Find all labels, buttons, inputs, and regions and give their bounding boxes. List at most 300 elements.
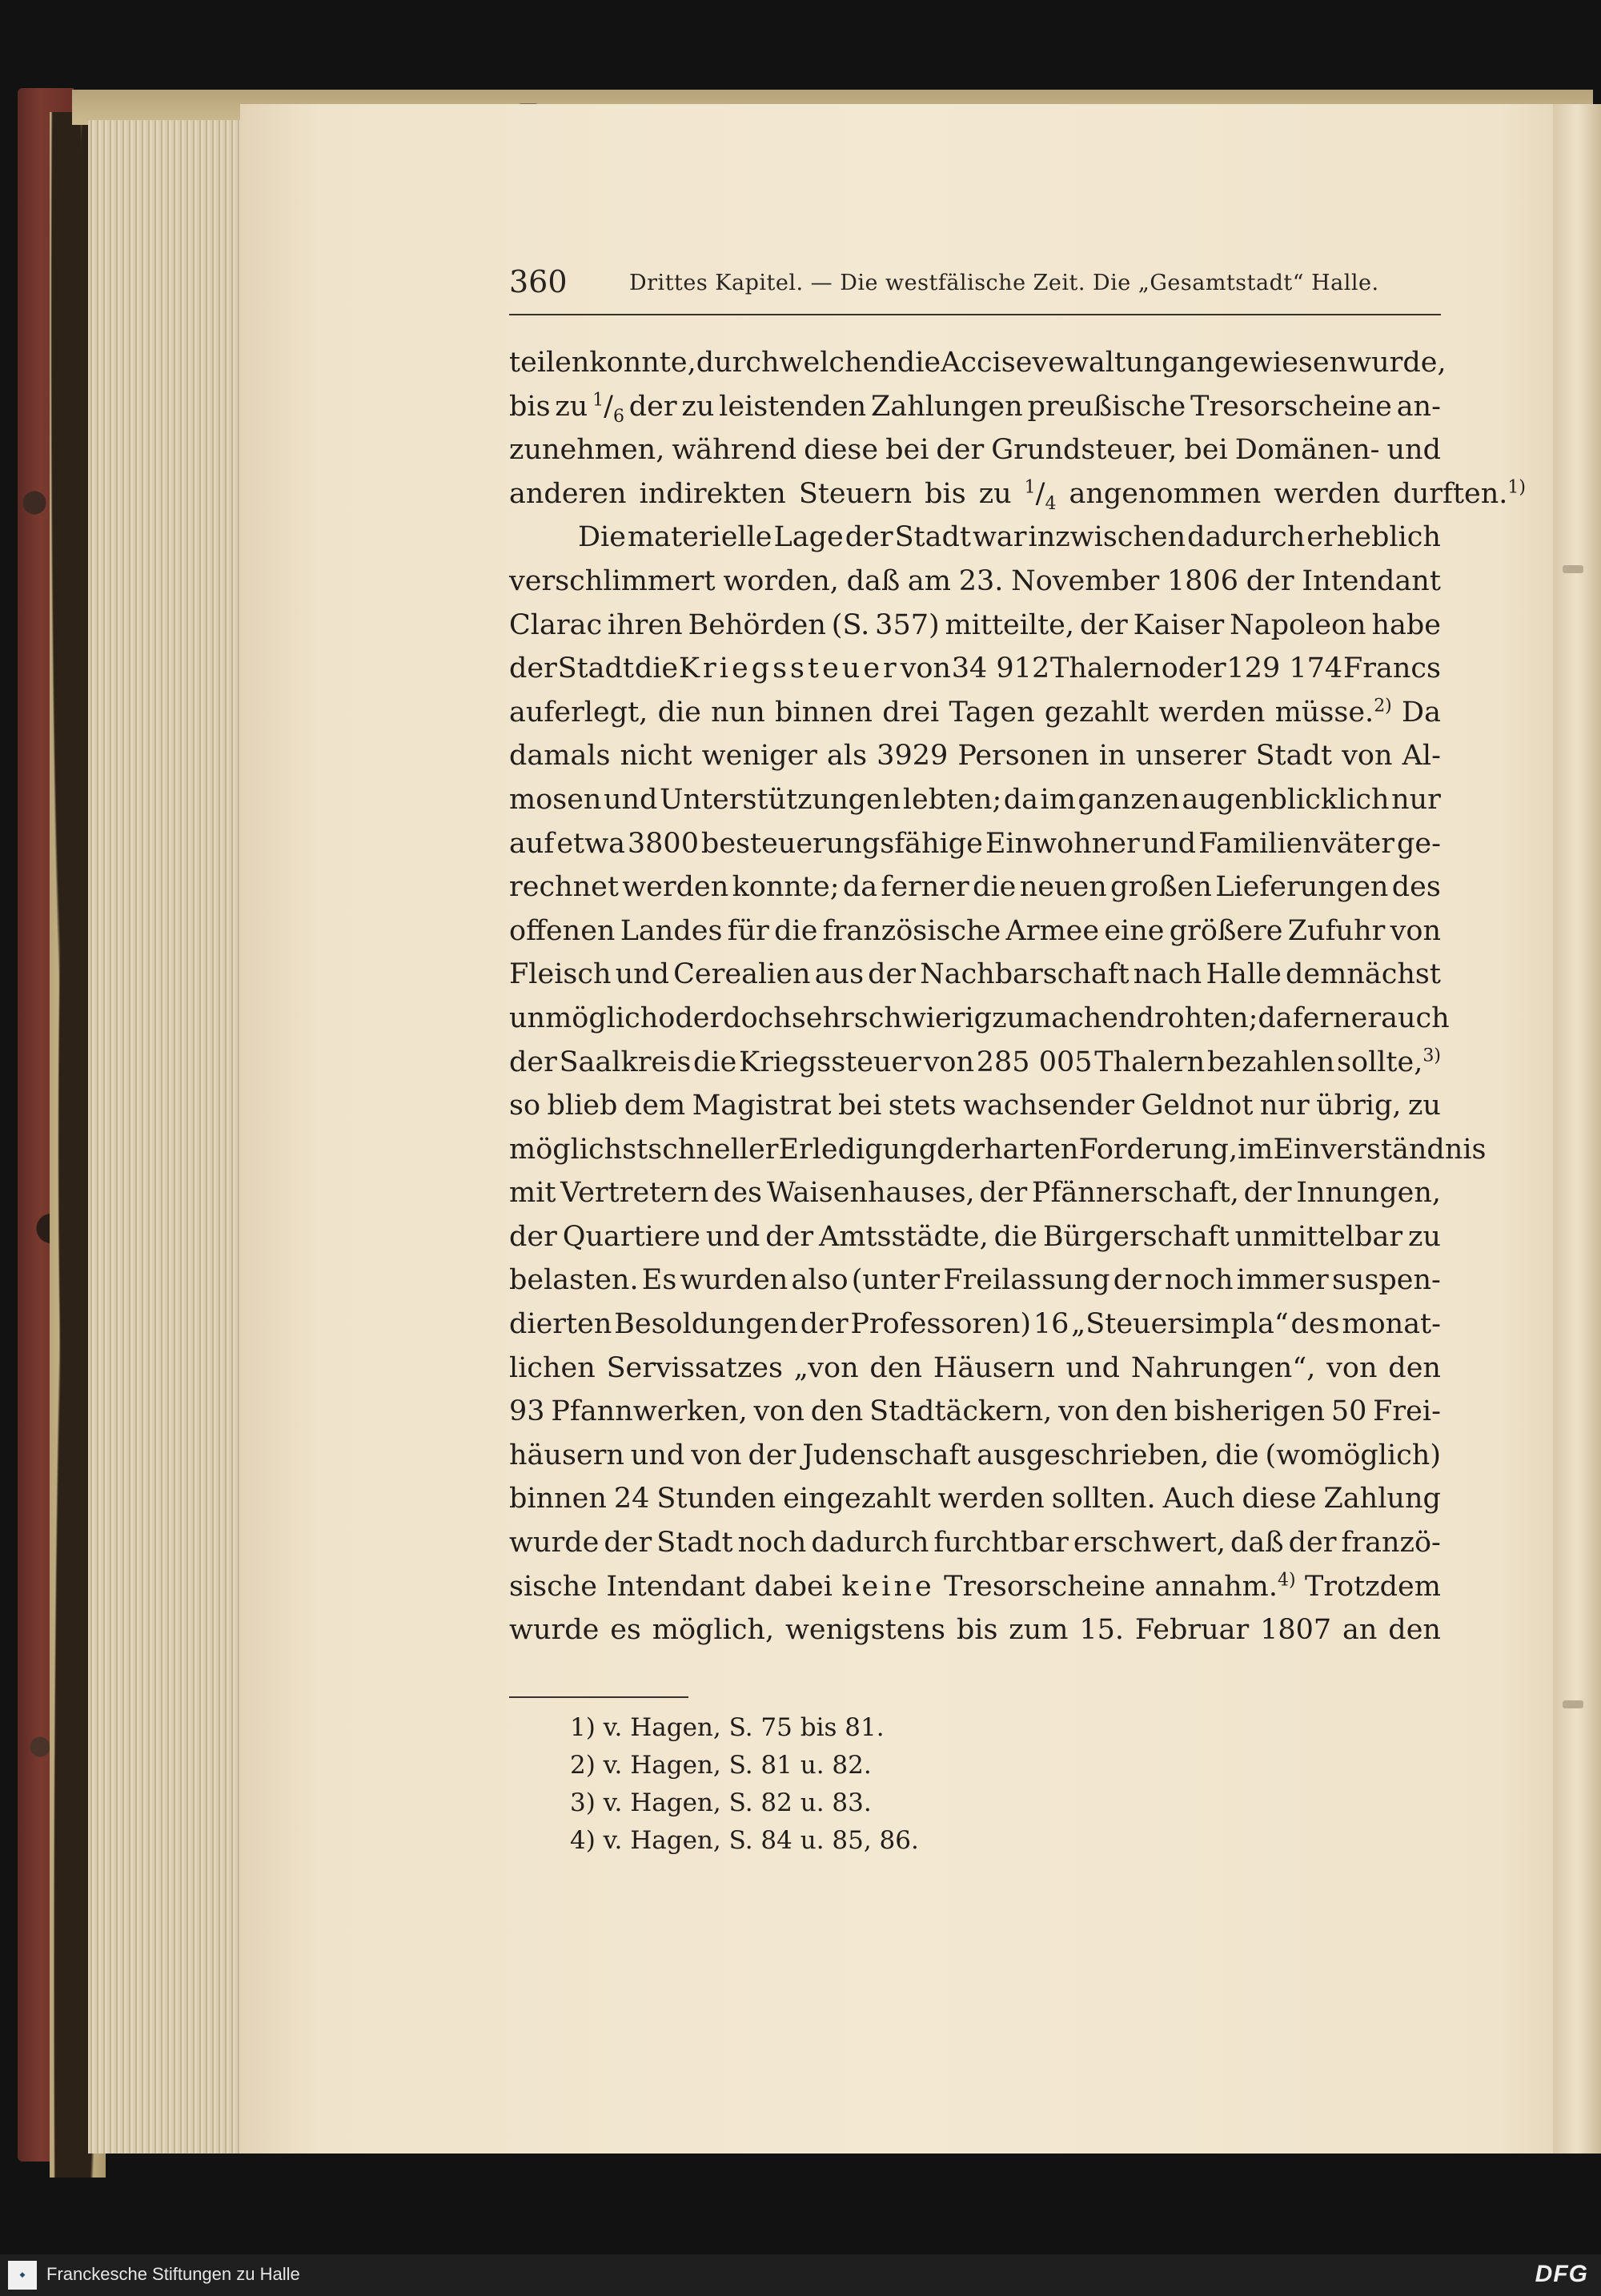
word: 1807 — [1260, 1614, 1332, 1647]
word: die — [1215, 1439, 1259, 1471]
word: Quartiere — [562, 1220, 700, 1253]
word: Kaiser — [1133, 608, 1225, 641]
word: bei — [1184, 434, 1228, 467]
word: Zahlungen — [871, 390, 1023, 423]
word: ferner — [881, 871, 969, 904]
word: verschlimmert — [509, 564, 716, 597]
word: wurde, — [1347, 347, 1447, 379]
word: lichen — [509, 1351, 596, 1384]
word: wurde — [509, 1527, 600, 1559]
text-line — [509, 822, 1441, 866]
word: erschwert, — [1073, 1527, 1226, 1559]
word: zu — [1407, 1090, 1441, 1122]
word: drohten; — [1136, 1001, 1258, 1034]
word: Forderung, — [1078, 1133, 1238, 1166]
word: der — [979, 1177, 1028, 1210]
word: Thalern — [1050, 652, 1161, 685]
footnote: 1) v. Hagen, S. 75 bis 81. — [570, 1713, 885, 1742]
word: November — [1011, 564, 1160, 597]
word: Pfannwerken, — [551, 1395, 748, 1428]
word: Halle — [1206, 958, 1282, 991]
facing-page-edge — [1553, 104, 1601, 2154]
word: inzwischen — [1028, 521, 1186, 554]
word: müsse.$^{2)}$ — [1274, 696, 1392, 729]
text-line — [509, 909, 1441, 953]
word: dadurch — [1187, 521, 1306, 554]
word: da — [842, 871, 878, 904]
word: da — [1258, 1001, 1293, 1034]
word: zu — [978, 477, 1012, 510]
page-clip-top — [1563, 565, 1583, 573]
word: Einverständnis — [1273, 1133, 1487, 1166]
word: noch — [737, 1527, 807, 1559]
word: Tresorscheine — [944, 1570, 1146, 1603]
word: des — [1391, 871, 1441, 904]
word: $^1/_6$ — [592, 389, 624, 427]
text-line — [509, 560, 1441, 604]
word: anderen — [509, 477, 627, 510]
word: da — [1003, 783, 1039, 816]
word: bisherigen — [1174, 1395, 1326, 1428]
word: der — [628, 390, 677, 423]
word: 16 — [1033, 1308, 1069, 1341]
word: und — [1065, 1351, 1121, 1384]
word: monat- — [1342, 1308, 1441, 1341]
text-line — [509, 1084, 1441, 1128]
word: Behörden — [688, 608, 826, 641]
word: dabei — [754, 1570, 833, 1603]
word: so — [509, 1090, 541, 1122]
word: Stadt — [656, 1527, 733, 1559]
word: der — [1288, 1527, 1337, 1559]
word: 129 174 — [1226, 652, 1343, 685]
text-line — [509, 428, 1441, 472]
word: sollte,$^{3)}$ — [1337, 1045, 1441, 1078]
word: furchtbar — [933, 1527, 1069, 1559]
word: Fleisch — [509, 958, 612, 991]
word: französische — [822, 914, 1001, 947]
text-line — [509, 1128, 1487, 1172]
word: und — [603, 783, 658, 816]
word: Al- — [1402, 740, 1441, 773]
word: Häusern — [933, 1351, 1055, 1384]
word: 285 005 — [976, 1046, 1093, 1078]
word: die — [657, 696, 701, 729]
word: Vertretern — [560, 1177, 709, 1210]
text-line — [509, 1171, 1441, 1215]
word: 50 — [1330, 1395, 1367, 1428]
word: der — [509, 1046, 557, 1078]
text-line — [509, 1258, 1441, 1303]
word: der — [1243, 1177, 1292, 1210]
word: größere — [1169, 914, 1283, 947]
word: Kriegssteuer — [678, 652, 900, 685]
word: Amtsstädte, — [819, 1220, 989, 1253]
word: Geldnot — [1141, 1090, 1254, 1122]
word: werden — [1274, 477, 1381, 510]
text-line — [509, 865, 1441, 909]
word: Zahlung — [1323, 1483, 1441, 1515]
word: Francs — [1342, 652, 1441, 685]
word: wurde — [509, 1614, 600, 1647]
word: Die — [578, 521, 626, 554]
word: also — [791, 1264, 849, 1297]
word: 357) — [875, 608, 940, 641]
word: bezahlen — [1206, 1046, 1335, 1078]
word: ihren — [607, 608, 683, 641]
word: den — [869, 1351, 923, 1384]
word: diese — [804, 434, 879, 467]
word: Intendant — [606, 1570, 745, 1603]
word: Es — [641, 1264, 677, 1297]
word: möglichst — [509, 1133, 648, 1166]
text-line — [509, 1477, 1441, 1521]
word: gezahlt — [1044, 696, 1150, 729]
word: etwa — [556, 827, 625, 860]
word: in — [1098, 740, 1126, 773]
word: drei — [882, 696, 940, 729]
word: $^1/_4$ — [1024, 477, 1057, 514]
word: Einwohner — [985, 827, 1140, 860]
text-line — [509, 997, 1450, 1041]
word: demnächst — [1286, 958, 1441, 991]
text-line — [509, 1434, 1441, 1478]
word: die — [993, 1220, 1037, 1253]
word: der — [1246, 564, 1294, 597]
word: die — [774, 914, 818, 947]
word: 93 — [509, 1395, 545, 1428]
word: nicht — [620, 740, 692, 773]
word: am — [907, 564, 951, 597]
word: sische — [509, 1570, 597, 1603]
word: dadurch — [811, 1527, 929, 1559]
word: Accisevewaltung — [941, 347, 1180, 379]
word: von — [1390, 914, 1441, 947]
word: werden — [1158, 696, 1266, 729]
running-head-title: Drittes Kapitel. — Die westfälische Zeit. Die „Gesamtstadt“ Halle. — [629, 271, 1379, 295]
word: Trotzdem — [1304, 1570, 1441, 1603]
text-line — [509, 953, 1441, 997]
word: und — [1386, 434, 1441, 467]
word: wachsender — [962, 1090, 1135, 1122]
word: Pfännerschaft, — [1031, 1177, 1239, 1210]
word: der — [936, 434, 985, 467]
word: Intendant — [1302, 564, 1441, 597]
word: zu — [1407, 1220, 1441, 1253]
word: „von — [793, 1351, 859, 1384]
word: leistenden — [719, 390, 867, 423]
word: durften.$^{1)}$ — [1393, 477, 1526, 510]
word: noch — [1164, 1264, 1234, 1297]
word: Clarac — [509, 608, 603, 641]
word: Auch — [1162, 1483, 1235, 1515]
word: häusern — [509, 1439, 624, 1471]
word: worden, — [723, 564, 839, 597]
word: zunehmen, — [509, 434, 665, 467]
word: den — [1388, 1614, 1441, 1647]
word: daß — [1230, 1527, 1284, 1559]
word: Innungen, — [1296, 1177, 1441, 1210]
word: der — [1079, 608, 1128, 641]
word: übrig, — [1316, 1090, 1402, 1122]
word: Cerealien — [673, 958, 811, 991]
word: doch — [723, 1001, 792, 1034]
word: blieb — [547, 1090, 618, 1122]
text-line — [509, 778, 1441, 822]
word: dem — [624, 1090, 686, 1122]
word: den — [810, 1395, 864, 1428]
word: eine — [1104, 914, 1165, 947]
word: Magistrat — [692, 1090, 832, 1122]
text-line — [509, 1608, 1441, 1652]
word: weniger — [701, 740, 817, 773]
word: besteuerungsfähige — [700, 827, 983, 860]
word: Personen — [957, 740, 1089, 773]
word: die — [897, 347, 941, 379]
word: diese — [1242, 1483, 1317, 1515]
institution-name: Franckesche Stiftungen zu Halle — [46, 2264, 300, 2284]
word: 1806 — [1167, 564, 1239, 597]
word: bis — [509, 390, 551, 423]
word: damals — [509, 740, 611, 773]
word: werden — [622, 871, 729, 904]
word: den — [1115, 1395, 1168, 1428]
word: binnen — [509, 1483, 607, 1515]
word: der — [509, 1220, 557, 1253]
word: die — [973, 871, 1017, 904]
word: an — [1342, 1614, 1378, 1647]
word: binnen — [775, 696, 873, 729]
header-rule — [509, 314, 1441, 315]
word: Steuern — [798, 477, 913, 510]
word: indirekten — [639, 477, 786, 510]
word: Unterstützungen — [659, 783, 901, 816]
word: großen — [1110, 871, 1212, 904]
word: der — [765, 1220, 814, 1253]
word: Stunden — [656, 1483, 776, 1515]
word: der — [845, 521, 893, 554]
word: durch — [696, 347, 780, 379]
word: teilen — [509, 347, 590, 379]
word: oder — [1161, 652, 1226, 685]
word: der — [509, 652, 557, 685]
word: zu — [555, 390, 588, 423]
text-line — [509, 1041, 1441, 1085]
word: Familienväter — [1198, 827, 1395, 860]
word: möglich, — [652, 1614, 775, 1647]
word: Tagen — [949, 696, 1035, 729]
word: Freilassung — [943, 1264, 1110, 1297]
word: auferlegt, — [509, 696, 648, 729]
word: der — [604, 1527, 652, 1559]
text-line — [509, 691, 1441, 735]
word: eingezahlt — [783, 1483, 931, 1515]
footnote: 2) v. Hagen, S. 81 u. 82. — [570, 1751, 872, 1780]
text-line — [509, 1215, 1441, 1259]
dfg-logo: DFG — [1535, 2261, 1588, 2287]
word: Waisenhauses, — [766, 1177, 975, 1210]
word: des — [712, 1177, 763, 1210]
word: Nahrungen“, — [1130, 1351, 1316, 1384]
word: der — [937, 1133, 985, 1166]
word: habe — [1371, 608, 1441, 641]
page-clip-bottom — [1563, 1700, 1583, 1708]
word: während — [672, 434, 797, 467]
word: von — [900, 652, 951, 685]
page-number: 360 — [509, 264, 568, 299]
text-line — [509, 1521, 1441, 1565]
word: harten — [984, 1133, 1079, 1166]
word: Stadtäckern, — [869, 1395, 1053, 1428]
word: Judenschaft — [802, 1439, 971, 1471]
word: und — [705, 1220, 760, 1253]
word: 23. — [958, 564, 1004, 597]
word: bei — [838, 1090, 882, 1122]
word: Februar — [1134, 1614, 1250, 1647]
word: neuen — [1019, 871, 1107, 904]
word: Stadt — [557, 652, 635, 685]
word: „Steuersimpla“ — [1071, 1308, 1289, 1341]
word: Professoren) — [850, 1308, 1032, 1341]
word: mit — [509, 1177, 556, 1210]
running-head — [509, 264, 1441, 304]
word: bis — [925, 477, 966, 510]
word: augenblicklich — [1182, 783, 1390, 816]
word: nun — [711, 696, 765, 729]
word: die — [693, 1046, 737, 1078]
word: die — [634, 652, 679, 685]
word: mosen — [509, 783, 602, 816]
word: Thalern — [1094, 1046, 1206, 1078]
word: Besoldungen — [614, 1308, 798, 1341]
footnote: 3) v. Hagen, S. 82 u. 83. — [570, 1788, 872, 1817]
word: zu — [992, 1001, 1025, 1034]
word: 3929 — [877, 740, 949, 773]
word: rechnet — [509, 871, 619, 904]
word: Servissatzes — [606, 1351, 783, 1384]
word: ge- — [1397, 827, 1441, 860]
word: annahm.$^{4)}$ — [1154, 1569, 1296, 1603]
word: an- — [1396, 390, 1441, 423]
word: Stadt — [894, 521, 971, 554]
word: Erledigung — [778, 1133, 937, 1166]
word: angenommen — [1069, 477, 1262, 510]
word: dierten — [509, 1308, 612, 1341]
text-line — [509, 516, 1441, 560]
word: nur — [1391, 783, 1441, 816]
word: Armee — [1005, 914, 1100, 947]
word: als — [827, 740, 868, 773]
word: materielle — [627, 521, 772, 554]
word: und — [630, 1439, 685, 1471]
text-line — [509, 1347, 1441, 1391]
word: es — [610, 1614, 641, 1647]
word: der — [1113, 1264, 1162, 1297]
text-line — [509, 1565, 1441, 1609]
word: Zufuhr — [1287, 914, 1386, 947]
word: bei — [885, 434, 929, 467]
word: unserer — [1135, 740, 1246, 773]
word: offenen — [509, 914, 616, 947]
footnotes — [570, 1709, 919, 1860]
word: für — [727, 914, 769, 947]
word: angewiesen — [1179, 347, 1348, 379]
word: zu — [681, 390, 715, 423]
word: nur — [1259, 1090, 1310, 1122]
text-line — [509, 472, 1526, 516]
word: Saalkreis — [559, 1046, 692, 1078]
word: und — [615, 958, 670, 991]
word: der — [800, 1308, 849, 1341]
institution-logo-icon: ◆ — [8, 2261, 37, 2290]
word: preußische — [1027, 390, 1186, 423]
word: (unter — [851, 1264, 941, 1297]
text-line — [509, 341, 1447, 385]
word: von — [923, 1046, 975, 1078]
word: von — [1326, 1351, 1378, 1384]
word: war — [972, 521, 1027, 554]
word: und — [1142, 827, 1197, 860]
word: schneller — [648, 1133, 779, 1166]
word: auch — [1381, 1001, 1450, 1034]
word: 24 — [613, 1483, 650, 1515]
word: werden — [937, 1483, 1045, 1515]
word: welchen — [779, 347, 897, 379]
word: Stadt — [1255, 740, 1333, 773]
footnote: 4) v. Hagen, S. 84 u. 85, 86. — [570, 1826, 919, 1855]
viewer-footer-bar — [0, 2254, 1601, 2296]
word: von — [753, 1395, 805, 1428]
word: im — [1238, 1133, 1274, 1166]
word: Nachbarschaft — [920, 958, 1130, 991]
word: immer — [1236, 1264, 1329, 1297]
word: auf — [509, 827, 555, 860]
word: suspen- — [1331, 1264, 1441, 1297]
word: wenigstens — [784, 1614, 946, 1647]
text-line — [509, 1303, 1441, 1347]
text-line — [509, 647, 1441, 691]
word: 34 912 — [951, 652, 1050, 685]
word: franzö- — [1341, 1527, 1441, 1559]
word: oder — [658, 1001, 724, 1034]
word: Napoleon — [1230, 608, 1366, 641]
word: den — [1388, 1351, 1441, 1384]
word: (S. — [831, 608, 870, 641]
word: unmöglich — [509, 1001, 659, 1034]
word: konnte, — [589, 347, 696, 379]
word: machen — [1025, 1001, 1137, 1034]
word: ferner — [1292, 1001, 1382, 1034]
word: Domänen- — [1234, 434, 1380, 467]
word: sehr — [791, 1001, 854, 1034]
word: des — [1290, 1308, 1340, 1341]
text-line — [509, 734, 1441, 778]
word: der — [748, 1439, 796, 1471]
word: Landes — [620, 914, 723, 947]
body-text — [509, 341, 1526, 1652]
word: keine — [841, 1570, 935, 1603]
word: von — [1058, 1395, 1109, 1428]
word: ausgeschrieben, — [977, 1439, 1210, 1471]
word: mitteilte, — [945, 608, 1075, 641]
word: aus — [814, 958, 865, 991]
word: lebten; — [902, 783, 1002, 816]
word: wurden — [680, 1264, 788, 1297]
word: ganzen — [1077, 783, 1180, 816]
word: Grundsteuer, — [991, 434, 1178, 467]
word: Da — [1402, 696, 1441, 729]
word: (womöglich) — [1265, 1439, 1441, 1471]
